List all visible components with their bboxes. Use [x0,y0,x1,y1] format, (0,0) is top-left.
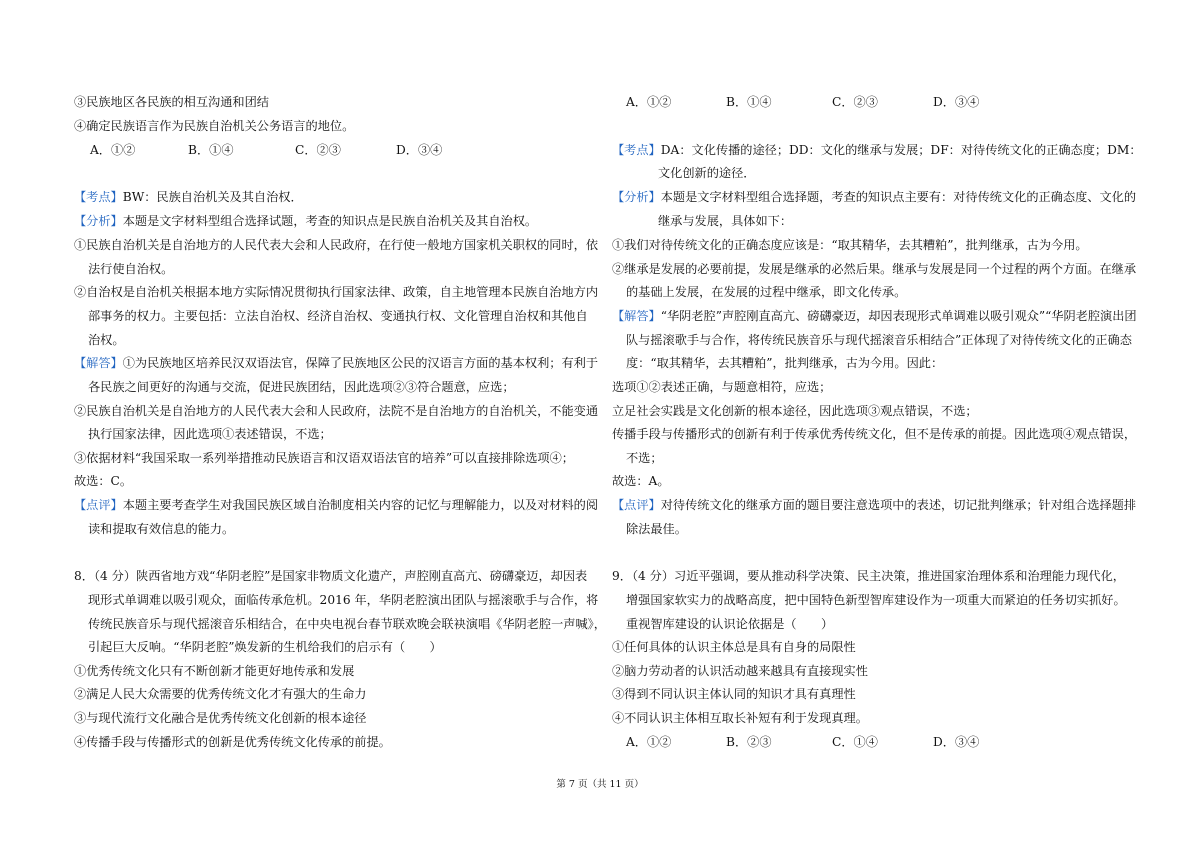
q8-option-b: B．①④ [726,95,772,109]
fenxi-line: ②继承是发展的必要前提，发展是继承的必然后果。继承与发展是同一个过程的两个方面。在继承 [612,262,1137,276]
kaodian-text: DA：文化传播的途径；DD：文化的继承与发展；DF：对待传统文化的正确态度；DM： [660,143,1142,157]
q7-item-3: ③民族地区各民族的相互沟通和团结 [74,95,269,109]
q9-item-2: ②脑力劳动者的认识活动越来越具有直接现实性 [612,664,868,678]
q9-option-d: D．③④ [933,735,980,749]
jieda-line: 故选：C。 [74,474,133,488]
dianping-line: 读和提取有效信息的能力。 [88,522,235,536]
q8-item-2: ②满足人民大众需要的优秀传统文化才有强大的生命力 [74,687,367,701]
q9-item-4: ④不同认识主体相互取长补短有利于发现真理。 [612,711,868,725]
fenxi-line: ②自治权是自治机关根据本地方实际情况贯彻执行国家法律、政策，自主地管理本民族自治地方内 [74,285,599,299]
q7-option-a: A．①② [90,143,136,157]
dianping-line: 除法最佳。 [626,522,687,536]
jieda-line: 立足社会实践是文化创新的根本途径，因此选项③观点错误，不选； [612,404,978,418]
jieda-line: ②民族自治机关是自治地方的人民代表大会和人民政府，法院不是自治地方的自治机关，不能变通 [74,404,599,418]
q9-option-c: C．①④ [832,735,878,749]
fenxi-line: ①民族自治机关是自治地方的人民代表大会和人民政府，在行使一般地方国家机关职权的同时，依 [74,238,599,252]
fenxi-line: 部事务的权力。主要包括：立法自治权、经济自治权、变通执行权、文化管理自治权和其他自 [88,309,588,323]
q7-jieda [74,355,598,371]
kaodian-text: BW：民族自治机关及其自治权． [122,190,303,204]
q7-option-b: B．①④ [188,143,234,157]
jieda-line: 传播手段与传播形式的创新有利于传承优秀传统文化，但不是传承的前提。因此选项④观点错误， [612,427,1137,441]
fenxi-text: 本题是文字材料型组合选择试题，考查的知识点是民族自治机关及其自治权。 [122,214,538,228]
q7-kaodian [74,189,303,205]
kaodian-line: 文化创新的途径． [658,166,756,180]
q9-option-a: A．①② [626,735,672,749]
jieda-line: 选项①②表述正确，与题意相符，应选； [612,380,832,394]
jieda-line: 队与摇滚歌手与合作，将传统民族音乐与现代摇滚音乐相结合”正体现了对待传统文化的正确态 [626,333,1132,347]
q7-option-c: C．②③ [295,143,341,157]
q7-item-4: ④确定民族语言作为民族自治机关公务语言的地位。 [74,119,355,133]
q8-item-4: ④传播手段与传播形式的创新是优秀传统文化传承的前提。 [74,735,391,749]
jieda-text: ①为民族地区培养民汉双语法官，保障了民族地区公民的汉语言方面的基本权利；有利于 [122,356,599,370]
q8-fenxi [612,189,1136,205]
q8-option-d: D．③④ [933,95,980,109]
q9-option-b: B．②③ [726,735,772,749]
fenxi-line: 法行使自治权。 [88,262,174,276]
q9-item-3: ③得到不同认识主体认同的知识才具有真理性 [612,687,856,701]
dianping-text: 本题主要考查学生对我国民族区域自治制度相关内容的记忆与理解能力，以及对材料的阅 [122,498,599,512]
jieda-line: 执行国家法律，因此选项①表述错误，不选； [88,427,332,441]
fenxi-tag: 【分析】 [612,190,661,204]
q8-stem-line: 传统民族音乐与现代摇滚音乐相结合，在中央电视台春节联欢晚会联袂演唱《华阴老腔一声喊》， [88,617,606,631]
q9-item-1: ①任何具体的认识主体总是具有自身的局限性 [612,640,856,654]
q9-stem-line: 9．（4 分）习近平强调，要从推动科学决策、民主决策，推进国家治理体系和治理能力现代化， [612,569,1125,583]
q8-stem-line: 现形式单调难以吸引观众，面临传承危机。2016 年，华阴老腔演出团队与摇滚歌手与合作，将 [88,593,599,607]
q8-dianping [612,497,1136,513]
jieda-line: 度：“取其精华，去其糟粕”，批判继承，古为今用。因此： [626,356,944,370]
jieda-tag: 【解答】 [612,309,661,323]
fenxi-line: 的基础上发展，在发展的过程中继承，即文化传承。 [626,285,907,299]
jieda-line: 各民族之间更好的沟通与交流，促进民族团结，因此选项②③符合题意，应选； [88,380,515,394]
fenxi-tag: 【分析】 [74,214,123,228]
q7-dianping [74,497,598,513]
q8-stem-line: 8．（4 分）陕西省地方戏“华阴老腔”是国家非物质文化遗产，声腔刚直高亢、磅礴豪迈，却因表 [74,569,588,583]
jieda-text: “华阴老腔”声腔刚直高亢、磅礴豪迈，却因表现形式单调难以吸引观众”“华阴老腔演出团 [660,309,1137,323]
q7-fenxi [74,213,537,229]
fenxi-text: 本题是文字材料型组合选择题，考查的知识点主要有：对待传统文化的正确态度、文化的 [660,190,1137,204]
kaodian-tag: 【考点】 [74,190,123,204]
jieda-line: 不选； [626,451,663,465]
q8-item-1: ①优秀传统文化只有不断创新才能更好地传承和发展 [74,664,355,678]
fenxi-line: ①我们对待传统文化的正确态度应该是：“取其精华，去其糟粕”，批判继承，古为今用。 [612,238,1088,252]
kaodian-tag: 【考点】 [612,143,661,157]
q9-stem-line: 重视智库建设的认识论依据是（ ） [626,617,834,631]
jieda-tag: 【解答】 [74,356,123,370]
dianping-text: 对待传统文化的继承方面的题目要注意选项中的表述，切记批判继承；针对组合选择题排 [660,498,1137,512]
dianping-tag: 【点评】 [74,498,123,512]
page-footer: 第 7 页（共 11 页） [556,779,644,790]
fenxi-line: 治权。 [88,333,125,347]
q8-stem-line: 引起巨大反响。“华阴老腔”焕发新的生机给我们的启示有（ ） [88,640,442,654]
fenxi-line: 继承与发展，具体如下： [658,214,793,228]
jieda-line: 故选：A。 [612,474,670,488]
dianping-tag: 【点评】 [612,498,661,512]
q8-option-c: C．②③ [832,95,878,109]
q9-stem-line: 增强国家软实力的战略高度，把中国特色新型智库建设作为一项重大而紧迫的任务切实抓好。 [626,593,1126,607]
q8-item-3: ③与现代流行文化融合是优秀传统文化创新的根本途径 [74,711,367,725]
q8-option-a: A．①② [626,95,672,109]
q8-kaodian [612,142,1142,158]
q8-jieda [612,308,1137,324]
jieda-line: ③依据材料“我国采取一系列举措推动民族语言和汉语双语法官的培养”可以直接排除选项④； [74,451,574,465]
q7-option-d: D．③④ [396,143,443,157]
